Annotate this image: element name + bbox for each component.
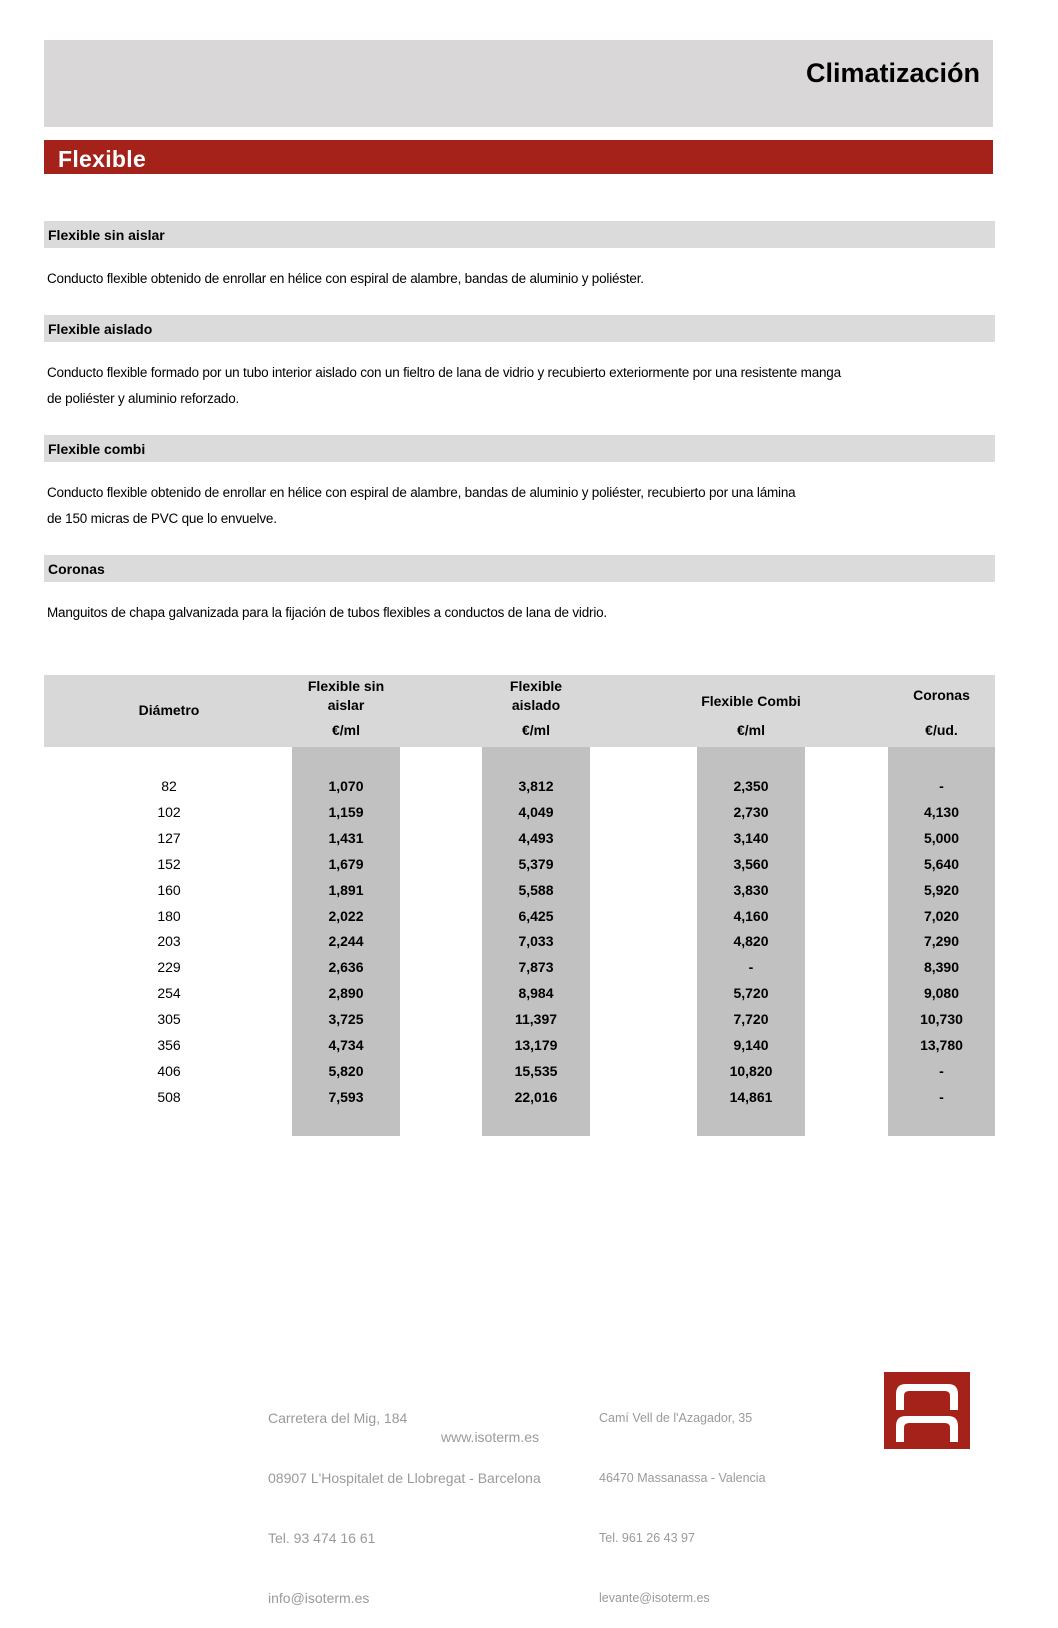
price-cell: 2,890 <box>328 985 364 1001</box>
price-cell: 13,179 <box>514 1037 558 1053</box>
price-cell: 1,891 <box>328 882 364 898</box>
footer-email-valencia[interactable]: levante@isoterm.es <box>599 1591 710 1605</box>
price-cell: 2,022 <box>328 908 364 924</box>
price-cell: 22,016 <box>514 1089 558 1105</box>
section-banner <box>44 140 993 174</box>
footer-line: Tel. 93 474 16 61 <box>268 1530 376 1546</box>
product-description-aislado <box>47 360 947 412</box>
price-cell: 11,397 <box>514 1011 558 1027</box>
footer-website-link[interactable]: www.isoterm.es <box>441 1429 540 1445</box>
price-cell: 1,159 <box>328 804 364 820</box>
diameter-cell: 180 <box>157 908 181 924</box>
price-cell: 3,830 <box>733 882 769 898</box>
footer-line: 46470 Massanassa - Valencia <box>599 1471 766 1485</box>
price-cell: 1,679 <box>328 856 364 872</box>
price-cell: 4,049 <box>518 804 554 820</box>
product-heading-label: Flexible sin aislar <box>48 227 165 243</box>
product-description-coronas <box>47 600 947 626</box>
price-cell: 5,820 <box>328 1063 364 1079</box>
price-cell: 4,493 <box>518 830 554 846</box>
footer-line: Tel. 961 26 43 97 <box>599 1531 695 1545</box>
column-unit-combi: €/ml <box>736 722 765 738</box>
price-cell: 8,984 <box>518 985 554 1001</box>
price-cell: 5,640 <box>923 856 960 872</box>
price-cell: 5,000 <box>923 830 960 846</box>
price-cell: 7,033 <box>518 933 554 949</box>
price-cell: 1,431 <box>328 830 364 846</box>
price-cell: 14,861 <box>729 1089 773 1105</box>
price-cell: 3,725 <box>328 1011 364 1027</box>
column-unit-coronas: €/ud. <box>925 722 958 738</box>
price-cell: 5,920 <box>923 882 960 898</box>
price-cell: 3,560 <box>733 856 769 872</box>
diameter-cell: 356 <box>157 1037 181 1053</box>
column-header-sin-aislar <box>292 677 400 715</box>
price-cell: 7,593 <box>328 1089 364 1105</box>
price-cell: 10,730 <box>920 1011 963 1027</box>
diameter-cell: 254 <box>157 985 181 1001</box>
price-cell: - <box>748 959 754 975</box>
product-heading-label: Flexible aislado <box>48 321 153 337</box>
price-cell: - <box>939 1089 944 1105</box>
price-cell: 6,425 <box>518 908 554 924</box>
price-cell: 5,379 <box>518 856 554 872</box>
price-cell: 7,290 <box>923 933 960 949</box>
diameter-cell: 82 <box>161 778 177 794</box>
price-cell: 4,130 <box>923 804 960 820</box>
price-cell: 4,160 <box>733 908 769 924</box>
column-header-line: Flexible sin <box>307 678 385 694</box>
price-cell: - <box>939 1063 944 1079</box>
product-heading-coronas <box>44 555 995 582</box>
diameter-cell: 305 <box>157 1011 181 1027</box>
price-cell: 5,720 <box>733 985 769 1001</box>
price-cell: 7,873 <box>518 959 554 975</box>
price-cell: 2,730 <box>733 804 769 820</box>
description-line: de poliéster y aluminio reforzado. <box>47 391 240 406</box>
column-header-aislado <box>482 677 590 715</box>
price-cell: 2,244 <box>328 933 364 949</box>
isoterm-logo-icon <box>884 1372 970 1449</box>
footer-address-valencia <box>599 1368 766 1628</box>
price-cell: 7,020 <box>923 908 960 924</box>
description-line: Conducto flexible obtenido de enrollar en hélice con espiral de alambre, bandas de aluminio y poliéster. <box>47 271 644 286</box>
price-cell: 2,350 <box>733 778 769 794</box>
diameter-cell: 508 <box>157 1089 181 1105</box>
column-unit-sin-aislar: €/ml <box>331 722 360 738</box>
price-cell: 7,720 <box>733 1011 769 1027</box>
diameter-cell: 127 <box>157 830 181 846</box>
product-heading-label: Coronas <box>48 561 105 577</box>
price-cell: 5,588 <box>518 882 554 898</box>
column-header-line: aislado <box>511 697 561 713</box>
product-heading-label: Flexible combi <box>48 441 146 457</box>
footer-line: Carretera del Mig, 184 <box>268 1410 408 1426</box>
diameter-header: Diámetro <box>138 702 200 718</box>
product-heading-sin-aislar <box>44 221 995 248</box>
column-header-coronas: Coronas <box>913 687 970 703</box>
diameter-cell: 203 <box>157 933 181 949</box>
product-heading-aislado <box>44 315 995 342</box>
product-description-combi <box>47 480 947 532</box>
price-cell: 3,812 <box>518 778 554 794</box>
diameter-cell: 102 <box>157 804 181 820</box>
column-unit-aislado: €/ml <box>521 722 550 738</box>
price-cell: 2,636 <box>328 959 364 975</box>
footer-email-barcelona[interactable]: info@isoterm.es <box>268 1590 370 1606</box>
price-cell: 1,070 <box>328 778 364 794</box>
column-header-line: Flexible <box>509 678 563 694</box>
footer-line: 08907 L'Hospitalet de Llobregat - Barcelona <box>268 1470 541 1486</box>
price-cell: 4,820 <box>733 933 769 949</box>
price-cell: 10,820 <box>729 1063 773 1079</box>
product-heading-combi <box>44 435 995 462</box>
column-header-line: aislar <box>327 697 365 713</box>
price-cell: 9,140 <box>733 1037 769 1053</box>
description-line: Conducto flexible obtenido de enrollar en hélice con espiral de alambre, bandas de aluminio y poliéster, recubierto por una lámina <box>47 485 796 500</box>
product-description-sin-aislar <box>47 266 947 292</box>
description-line: de 150 micras de PVC que lo envuelve. <box>47 511 277 526</box>
diameter-cell: 229 <box>157 959 181 975</box>
diameter-cell: 406 <box>157 1063 181 1079</box>
price-cell: 3,140 <box>733 830 769 846</box>
page-title: Climatización <box>805 58 980 88</box>
column-header-combi: Flexible Combi <box>701 693 801 709</box>
footer-line: Camí Vell de l'Azagador, 35 <box>599 1411 753 1425</box>
price-cell: 8,390 <box>923 959 960 975</box>
section-title: Flexible <box>58 146 147 172</box>
price-cell: 15,535 <box>514 1063 558 1079</box>
price-cell: 4,734 <box>328 1037 364 1053</box>
description-line: Manguitos de chapa galvanizada para la fijación de tubos flexibles a conductos de lana de vidrio. <box>47 605 607 620</box>
price-cell: - <box>939 778 944 794</box>
diameter-cell: 160 <box>157 882 181 898</box>
price-cell: 13,780 <box>920 1037 963 1053</box>
description-line: Conducto flexible formado por un tubo interior aislado con un fieltro de lana de vidrio y recubierto exteriormente por una resistente manga <box>47 365 841 380</box>
footer-address-barcelona <box>268 1368 541 1628</box>
price-cell: 9,080 <box>923 985 960 1001</box>
diameter-cell: 152 <box>157 856 181 872</box>
